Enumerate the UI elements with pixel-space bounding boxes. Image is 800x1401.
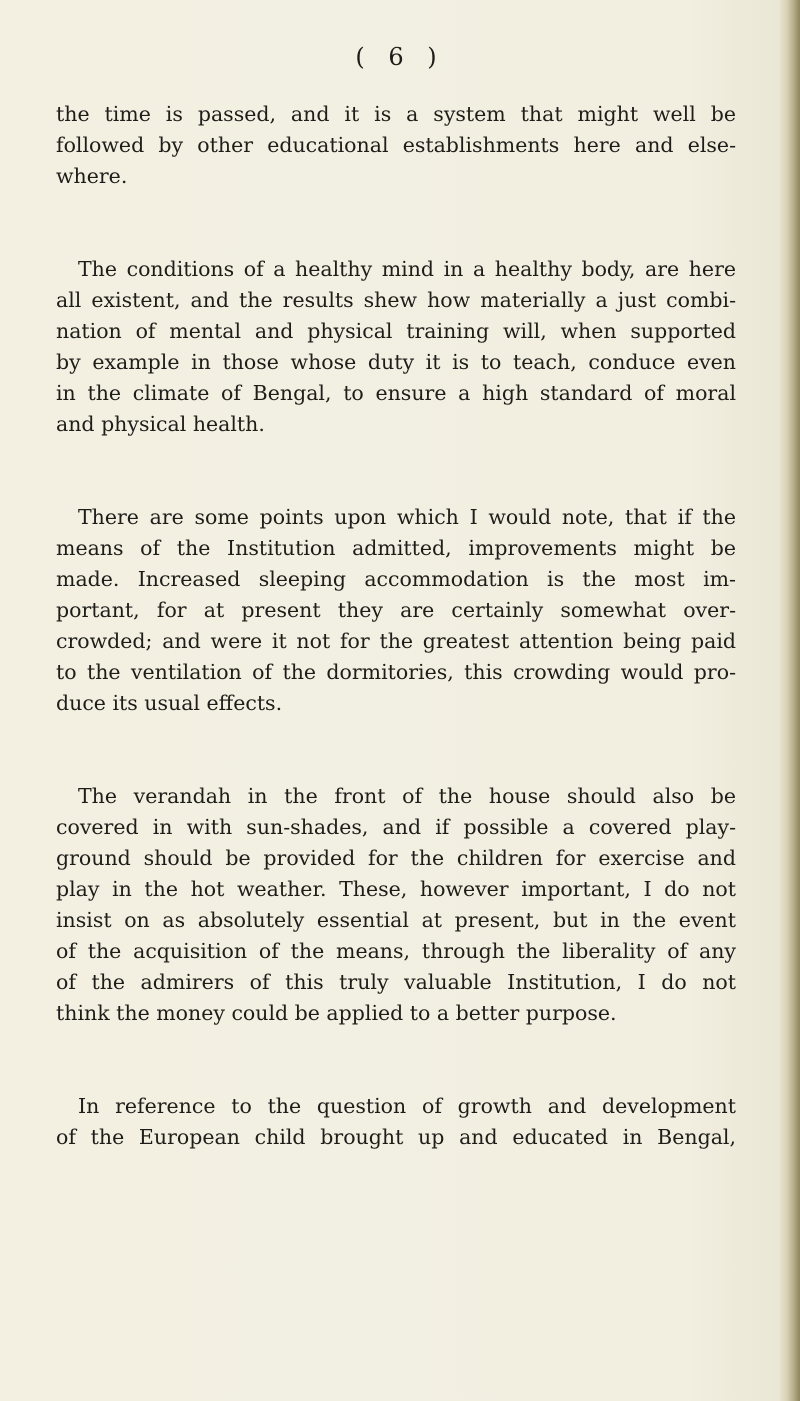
text-line: in the climate of Bengal, to ensure a high standard of moral: [56, 381, 736, 405]
text-line: of the acquisition of the means, through the liberality of any: [56, 939, 736, 963]
paragraph: [56, 781, 736, 1029]
paragraph: [56, 254, 736, 440]
text-line: by example in those whose duty it is to teach, conduce even: [56, 350, 736, 374]
text-line: the time is passed, and it is a system that might well be: [56, 102, 736, 126]
text-line: followed by other educational establishments here and else-: [56, 133, 736, 157]
text-line: ground should be provided for the children for exercise and: [56, 846, 736, 870]
text-line: In reference to the question of growth and development: [78, 1094, 736, 1118]
text-line: nation of mental and physical training will, when supported: [56, 319, 736, 343]
text-line: crowded; and were it not for the greatest attention being paid: [56, 629, 736, 653]
text-line: think the money could be applied to a better purpose.: [56, 1001, 617, 1025]
text-line: of the European child brought up and educated in Bengal,: [56, 1125, 736, 1149]
text-line: where.: [56, 164, 128, 188]
paragraph: [56, 1091, 736, 1153]
text-line: insist on as absolutely essential at present, but in the event: [56, 908, 736, 932]
text-line: portant, for at present they are certainly somewhat over-: [56, 598, 736, 622]
text-line: play in the hot weather. These, however important, I do not: [56, 877, 736, 901]
paragraph: [56, 99, 736, 192]
text-line: made. Increased sleeping accommodation is the most im-: [56, 567, 736, 591]
text-line: duce its usual effects.: [56, 691, 283, 715]
page-edge-shadow: [780, 0, 800, 1401]
text-line: and physical health.: [56, 412, 265, 436]
text-line: covered in with sun-shades, and if possible a covered play-: [56, 815, 736, 839]
page-number: ( 6 ): [355, 43, 445, 71]
text-line: all existent, and the results shew how materially a just combi-: [56, 288, 736, 312]
text-line: to the ventilation of the dormitories, this crowding would pro-: [56, 660, 736, 684]
paragraph: [56, 502, 736, 719]
body-text: [56, 99, 736, 1215]
text-line: The conditions of a healthy mind in a healthy body, are here: [78, 257, 736, 281]
text-line: of the admirers of this truly valuable Institution, I do not: [56, 970, 736, 994]
text-line: There are some points upon which I would note, that if the: [78, 505, 736, 529]
text-line: means of the Institution admitted, improvements might be: [56, 536, 736, 560]
text-line: The verandah in the front of the house should also be: [78, 784, 736, 808]
